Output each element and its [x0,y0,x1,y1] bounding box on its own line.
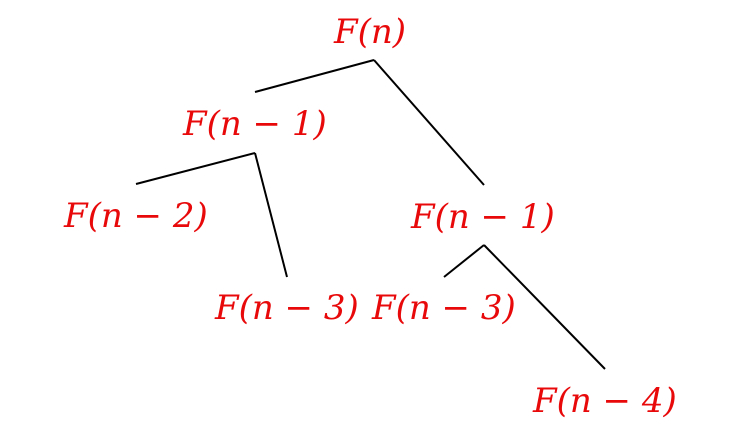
node-left-right: F(n − 3) [215,288,359,328]
node-left-child: F(n − 1) [183,104,327,144]
edge-root-right [374,60,484,185]
edge-left-to-left-right [255,153,287,277]
node-root: F(n) [334,12,407,52]
node-right-child: F(n − 1) [411,197,555,237]
node-right-right: F(n − 4) [533,381,677,421]
node-right-left: F(n − 3) [372,288,516,328]
edge-left-to-left-left [136,153,255,184]
edge-right-to-right-left [444,245,484,277]
edge-root-left [255,60,374,92]
node-left-left: F(n − 2) [64,196,208,236]
